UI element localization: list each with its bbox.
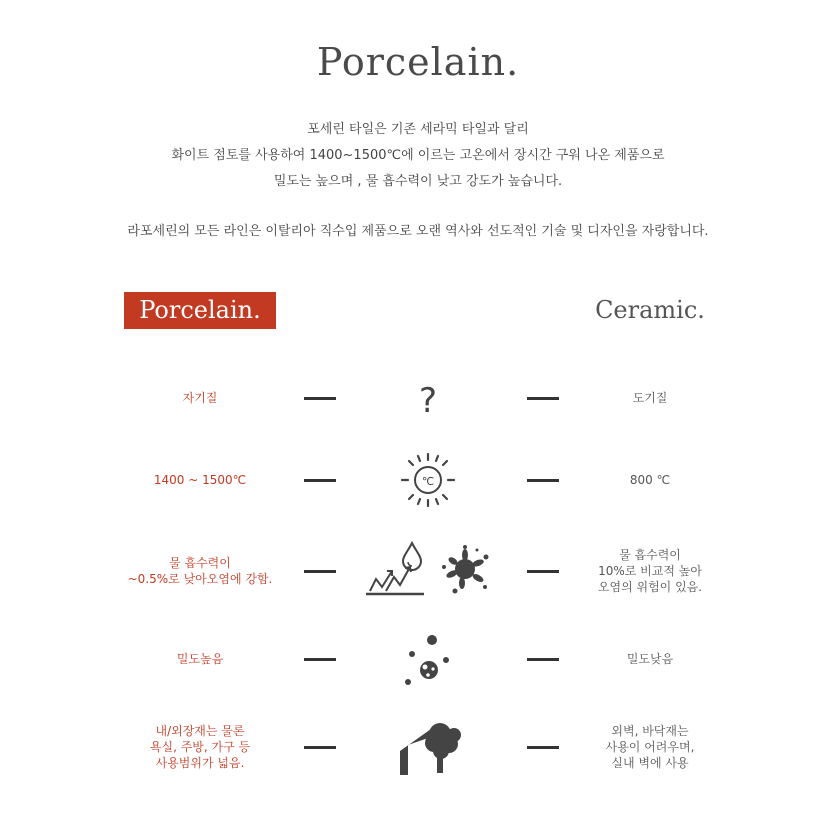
page-title: Porcelain. <box>316 40 520 84</box>
ceramic-value: 도기질 <box>632 391 668 405</box>
porcelain-value: 밀도높음 <box>176 652 224 666</box>
dash-divider <box>304 570 336 573</box>
ceramic-value: 밀도낮음 <box>626 652 674 666</box>
density-dots-icon <box>358 629 498 689</box>
intro-paragraph <box>0 117 836 195</box>
dash-divider <box>304 397 336 400</box>
comparison-row-density <box>0 629 836 689</box>
dash-divider <box>304 479 336 482</box>
comparison-row-material <box>0 368 836 428</box>
porcelain-value: 내/외장재는 물론 욕실, 주방, 가구 등 사용범위가 넓음. <box>149 724 251 770</box>
porcelain-badge: Porcelain. <box>124 292 276 329</box>
dash-divider <box>527 479 559 482</box>
sun-temperature-icon <box>358 450 498 510</box>
intro-line: 화이트 점토를 사용하여 1400~1500℃에 이르는 고온에서 장시간 구워 나온 제품으로 <box>171 148 665 163</box>
porcelain-value: 1400 ~ 1500℃ <box>153 473 247 487</box>
comparison-row-usage <box>0 717 836 777</box>
dash-divider <box>527 397 559 400</box>
svg-text:℃: ℃ <box>421 475 435 488</box>
comparison-row-temperature <box>0 450 836 510</box>
svg-text:?: ? <box>418 381 438 421</box>
dash-divider <box>304 658 336 661</box>
dash-divider <box>304 746 336 749</box>
porcelain-value: 자기질 <box>182 391 218 405</box>
building-tree-icon <box>358 717 498 777</box>
ceramic-value: 800 ℃ <box>629 473 671 487</box>
ceramic-label: Ceramic. <box>595 296 705 324</box>
ceramic-value: 물 흡수력이 10%로 비교적 높아 오염의 위험이 있음. <box>597 548 703 594</box>
water-absorption-stain-icon <box>358 541 498 601</box>
intro-line: 밀도는 높으며 , 물 흡수력이 낮고 강도가 높습니다. <box>273 174 563 189</box>
intro-line: 포세린 타일은 기존 세라믹 타일과 달리 <box>307 122 529 137</box>
ceramic-value: 외벽, 바닥재는 사용이 어려우며, 실내 벽에 사용 <box>605 724 695 770</box>
porcelain-value: 물 흡수력이 ~0.5%로 낮아오염에 강함. <box>127 556 273 586</box>
question-mark-icon <box>358 368 498 428</box>
intro-paragraph-2: 라포세린의 모든 라인은 이탈리아 직수입 제품으로 오랜 역사와 선도적인 기술 및 디자인을 자랑합니다. <box>127 224 709 239</box>
dash-divider <box>527 658 559 661</box>
comparison-row-absorption <box>0 541 836 601</box>
dash-divider <box>527 746 559 749</box>
dash-divider <box>527 570 559 573</box>
